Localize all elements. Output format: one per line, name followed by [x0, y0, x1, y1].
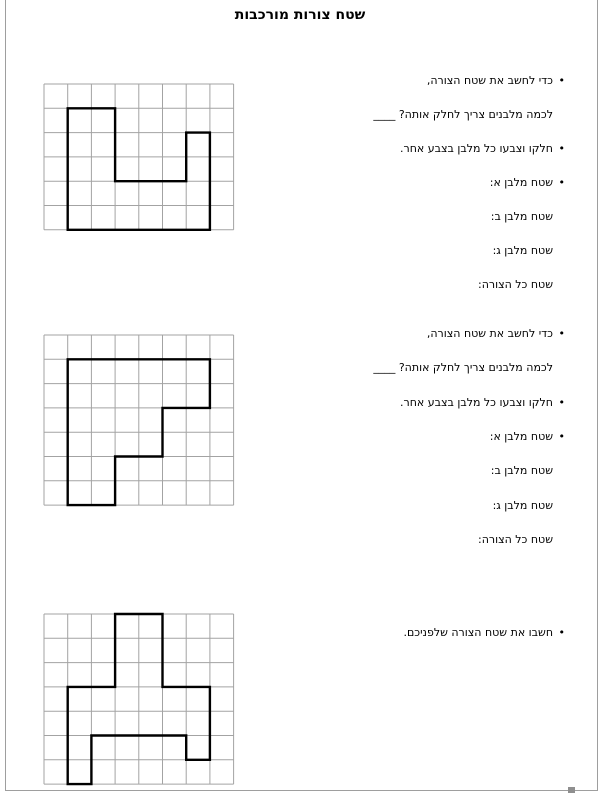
- bullet-icon: •: [558, 396, 565, 409]
- bullet-icon: •: [558, 327, 565, 340]
- line-text: שטח מלבן א:: [489, 430, 553, 443]
- page-border-left: [5, 0, 6, 791]
- bullet-icon: •: [558, 142, 565, 155]
- worksheet-line: [373, 107, 553, 122]
- line-text: לכמה מלבנים צריך לחלק אותה? ____: [373, 108, 553, 121]
- line-text: חלקו וצבעו כל מלבן בצבע אחר.: [399, 142, 553, 155]
- bullet-icon: •: [558, 626, 565, 639]
- line-text: שטח מלבן ג:: [492, 499, 553, 512]
- grid-figure-2: [42, 333, 236, 511]
- worksheet-line: [399, 141, 565, 156]
- worksheet-line: [489, 429, 565, 444]
- line-text: שטח מלבן ג:: [492, 244, 553, 257]
- page-title: שטח צורות מורכבות: [234, 7, 366, 23]
- grid-figure-1: [42, 82, 236, 236]
- bullet-icon: •: [558, 74, 565, 87]
- line-text: שטח מלבן ב:: [490, 210, 553, 223]
- line-text: לכמה מלבנים צריך לחלק אותה? ____: [373, 361, 553, 374]
- worksheet-line: [491, 463, 553, 478]
- worksheet-line: [489, 175, 565, 190]
- line-text: שטח מלבן ב:: [490, 464, 553, 477]
- worksheet-line: [373, 360, 553, 375]
- worksheet-line: [491, 209, 553, 224]
- line-text: כדי לחשב את שטח הצורה,: [426, 74, 553, 87]
- worksheet-line: [403, 625, 565, 640]
- worksheet-line: [399, 395, 565, 410]
- worksheet-line: [426, 326, 565, 341]
- worksheet-line: [426, 73, 565, 88]
- line-text: כדי לחשב את שטח הצורה,: [426, 327, 553, 340]
- page-border-right: [597, 0, 598, 791]
- line-text: שטח כל הצורה:: [478, 533, 553, 546]
- line-text: שטח מלבן א:: [489, 176, 553, 189]
- worksheet-line: [478, 532, 553, 547]
- worksheet-line: [478, 277, 553, 292]
- page-border-bottom: [5, 790, 598, 791]
- worksheet-line: [493, 498, 553, 513]
- line-text: שטח כל הצורה:: [478, 278, 553, 291]
- bullet-icon: •: [558, 176, 565, 189]
- worksheet-line: [493, 243, 553, 258]
- line-text: חשבו את שטח הצורה שלפניכם.: [403, 626, 553, 639]
- line-text: חלקו וצבעו כל מלבן בצבע אחר.: [399, 396, 553, 409]
- grid-figure-3: [42, 612, 236, 790]
- bullet-icon: •: [558, 430, 565, 443]
- resize-handle: [568, 787, 575, 793]
